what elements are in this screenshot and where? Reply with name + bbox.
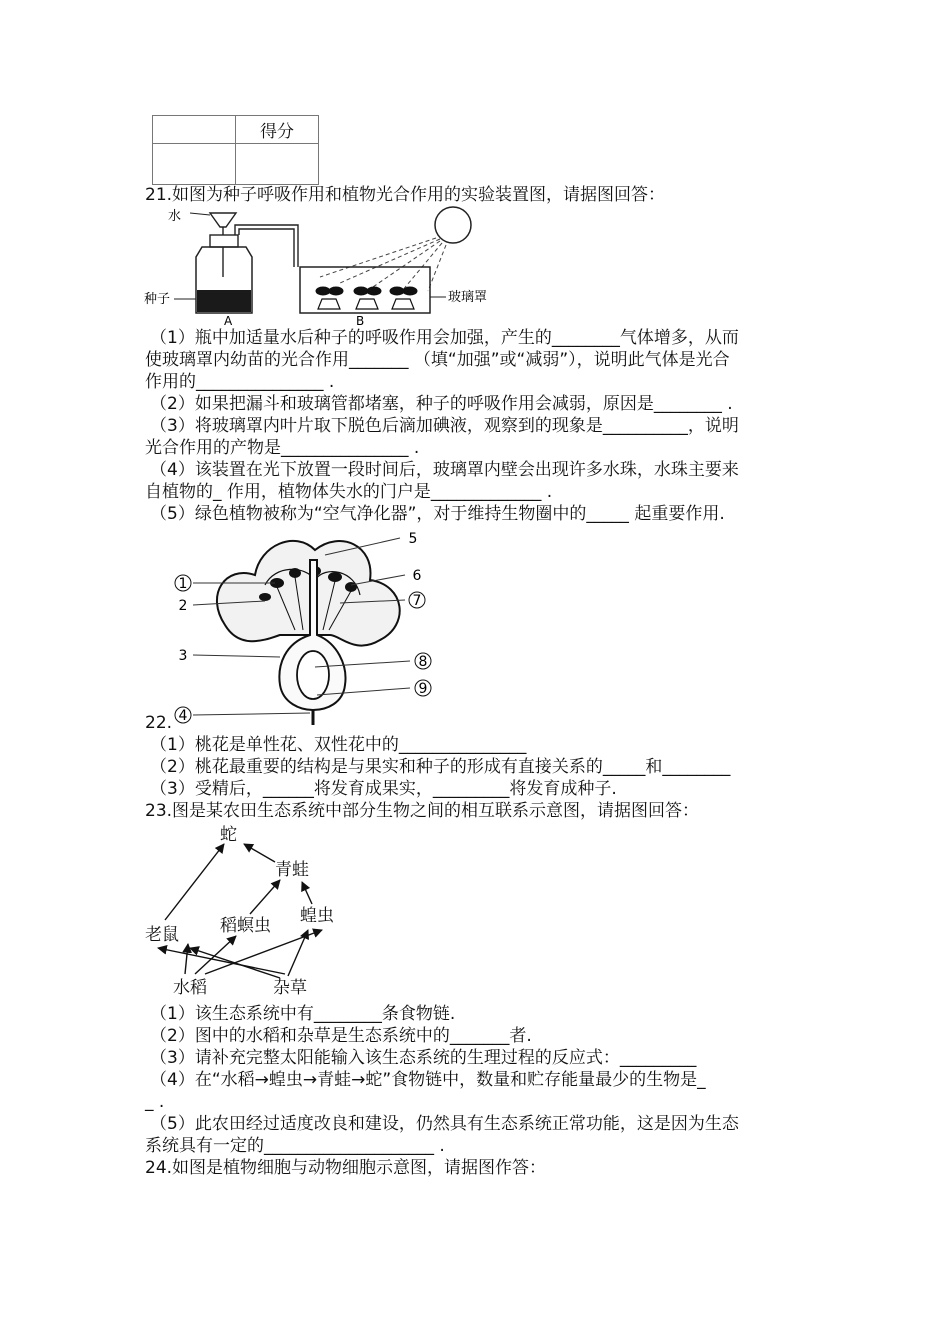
node-rice-borer: 稻螟虫 [220, 916, 271, 936]
node-rice: 水稻 [173, 978, 207, 998]
q21-line-2: 使玻璃罩内幼苗的光合作用_______ （填“加强”或“减弱”），说明此气体是光合 [145, 350, 730, 370]
flower-label-3: 3 [178, 648, 188, 664]
node-locust: 蝗虫 [300, 906, 334, 926]
q23-title: 23.图是某农田生态系统中部分生物之间的相互联系示意图，请据图回答： [145, 801, 700, 821]
flower-label-4: 4 [178, 708, 188, 724]
label-b: B [356, 314, 365, 328]
q23-line-3: （3）请补充完整太阳能输入该生态系统的生理过程的反应式：_________ [150, 1048, 697, 1068]
q21-line-6: 光合作用的产物是_______________ . [145, 438, 420, 458]
q21-title: 21.如图为种子呼吸作用和植物光合作用的实验装置图，请据图回答： [145, 185, 666, 205]
q23-line-1: （1）该生态系统中有________条食物链. [150, 1004, 456, 1024]
q23-line-6: （5）此农田经过适度改良和建设，仍然具有生态系统正常功能，这是因为生态 [150, 1114, 739, 1134]
q21-line-5: （3）将玻璃罩内叶片取下脱色后滴加碘液，观察到的现象是__________，说明 [150, 416, 739, 436]
label-a: A [224, 314, 233, 328]
q23-line-2: （2）图中的水稻和杂草是生态系统中的_______者. [150, 1026, 532, 1046]
q22-line-2: （2）桃花最重要的结构是与果实和种子的形成有直接关系的_____和________ [150, 757, 731, 777]
score-table-cell [153, 144, 236, 185]
flower-label-6: 6 [412, 568, 422, 584]
glass-cover-label: 玻璃罩 [448, 290, 488, 305]
node-snake: 蛇 [220, 825, 237, 845]
score-table-cell [236, 144, 319, 185]
q23-line-4: （4）在“水稻→蝗虫→青蛙→蛇”食物链中，数量和贮存能量最少的生物是_ [150, 1070, 706, 1090]
score-table-header: 得分 [236, 116, 319, 144]
q21-line-9: （5）绿色植物被称为“空气净化器”，对于维持生物圈中的_____ 起重要作用. [150, 504, 725, 524]
water-label: 水 [168, 209, 182, 224]
q22-line-3: （3）受精后，______将发育成果实，_________将发育成种子. [150, 779, 617, 799]
node-mouse: 老鼠 [145, 925, 179, 945]
q22-title: 22. [145, 713, 173, 733]
q21-line-7: （4）该装置在光下放置一段时间后，玻璃罩内壁会出现许多水珠，水珠主要来 [150, 460, 739, 480]
node-weed: 杂草 [273, 978, 307, 998]
q23-line-7: 系统具有一定的____________________ . [145, 1136, 445, 1156]
score-table [152, 115, 319, 185]
flower-label-7: 7 [412, 593, 422, 609]
q22-line-1: （1）桃花是单性花、双性花中的_______________ [150, 735, 527, 755]
q21-line-4: （2）如果把漏斗和玻璃管都堵塞，种子的呼吸作用会减弱，原因是________ . [150, 394, 733, 414]
flower-label-1: 1 [178, 576, 188, 592]
q21-line-3: 作用的_______________ . [145, 372, 335, 392]
seed-label: 种子 [144, 292, 171, 307]
node-frog: 青蛙 [275, 860, 309, 880]
flower-label-9: 9 [418, 681, 428, 697]
score-table-empty-cell [153, 116, 236, 144]
q24-title: 24.如图是植物细胞与动物细胞示意图，请据图作答： [145, 1158, 547, 1178]
flower-label-5: 5 [408, 531, 418, 547]
q23-line-5: _ . [145, 1092, 165, 1112]
peach-flower-structure-figure [165, 525, 440, 725]
q21-line-8: 自植物的_ 作用，植物体失水的门户是_____________ . [145, 482, 553, 502]
flower-label-2: 2 [178, 598, 188, 614]
food-web-figure [140, 818, 360, 1000]
flower-label-8: 8 [418, 654, 428, 670]
respiration-photosynthesis-apparatus-figure [140, 205, 520, 330]
q21-line-1: （1）瓶中加适量水后种子的呼吸作用会加强，产生的________气体增多，从而 [150, 328, 739, 348]
